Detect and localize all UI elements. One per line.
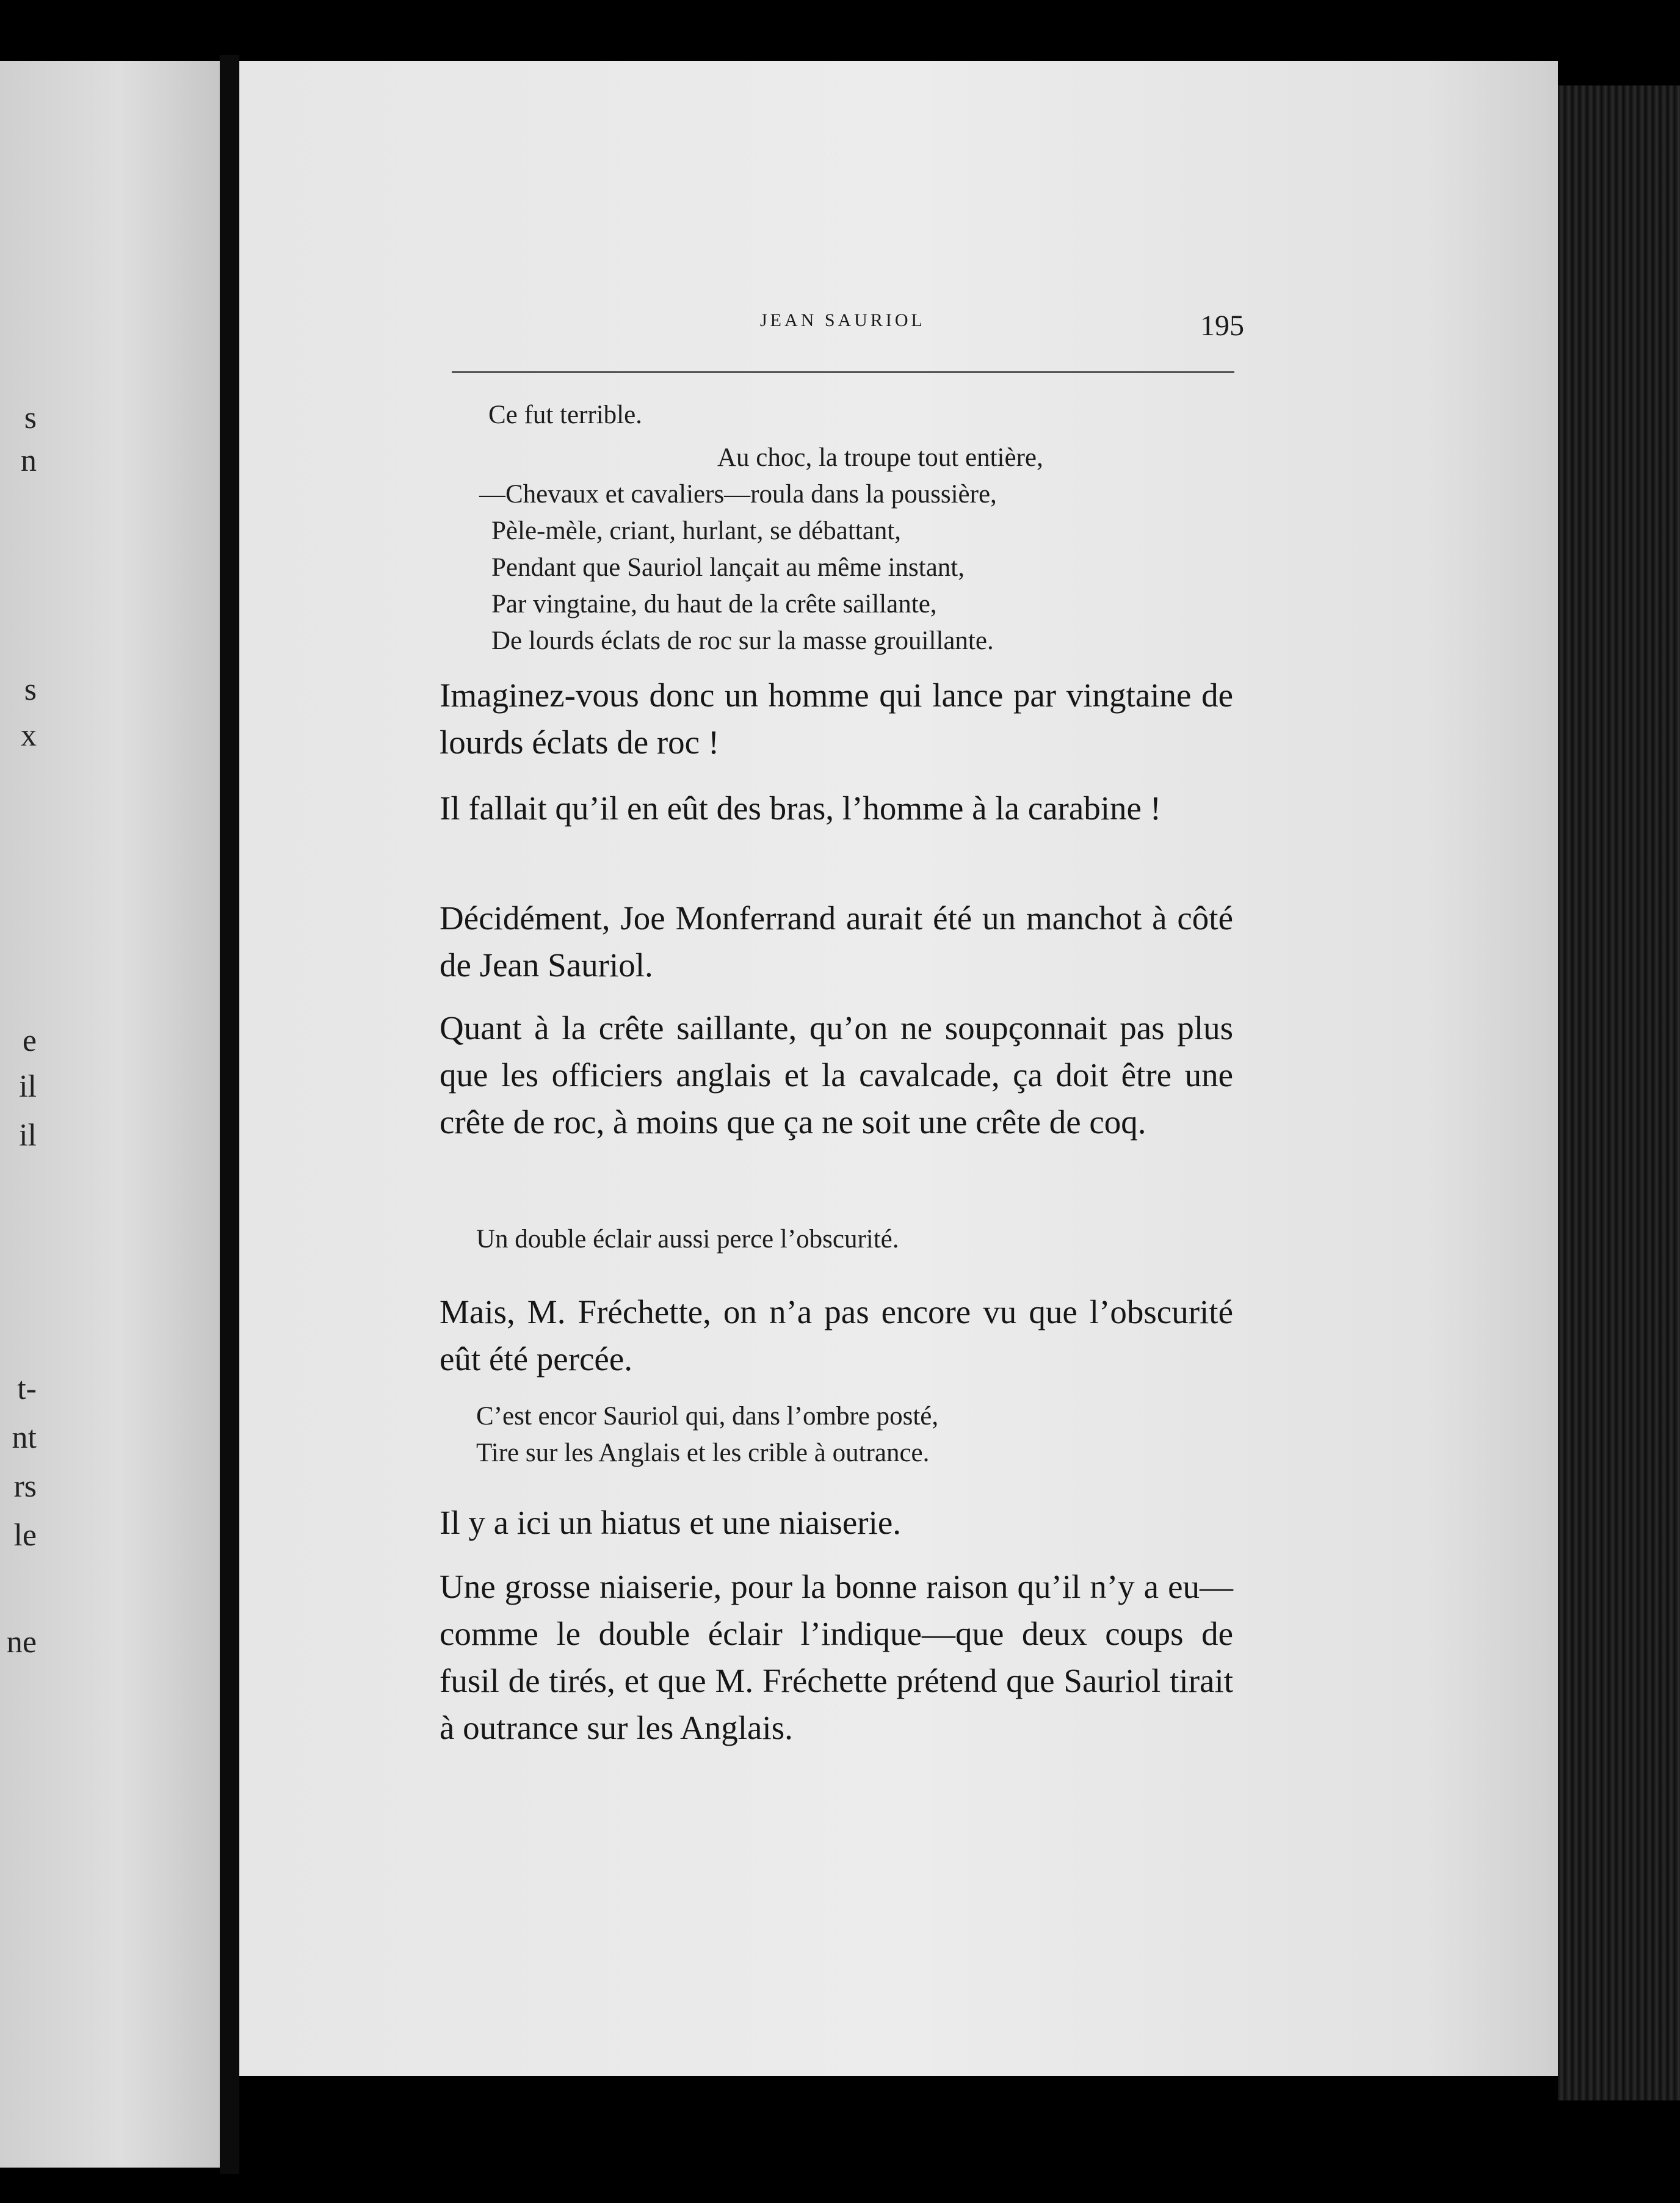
paragraph: Une grosse niaiserie, pour la bonne raison qu’il n’y a eu—comme le double éclair l’indique—que deux coups de fusil de tirés, et que M. Fréchette prétend que Sauriol tirait à outrance sur les Anglais. xyxy=(440,1568,1233,1746)
running-head: JEAN SAURIOL xyxy=(760,310,925,330)
verse-quote-1 xyxy=(488,397,642,434)
facing-page xyxy=(0,61,220,2168)
verse-quote-2: Un double éclair aussi perce l’obscurité. xyxy=(476,1225,899,1254)
book-gutter xyxy=(220,55,239,2174)
margin-fragment: nt xyxy=(12,1420,37,1455)
verse-line: Ce fut terrible. xyxy=(488,401,642,429)
verse-line: —Chevaux et cavaliers—roula dans la poussière, xyxy=(479,480,997,509)
paragraph: Décidément, Joe Monferrand aurait été un manchot à côté de Jean Sauriol. xyxy=(440,899,1233,984)
paragraph: Il fallait qu’il en eût des bras, l’homme à la carabine ! xyxy=(440,789,1162,827)
paragraph: Mais, M. Fréchette, on n’a pas encore vu que l’obscurité eût été percée. xyxy=(440,1293,1233,1377)
margin-fragment: s xyxy=(24,401,37,435)
verse-quote-1-body xyxy=(479,440,1043,659)
margin-fragment: le xyxy=(13,1518,37,1553)
paragraph: Il y a ici un hiatus et une niaiserie. xyxy=(440,1504,902,1541)
verse-line: Par vingtaine, du haut de la crête saillante, xyxy=(491,590,937,619)
verse-line: De lourds éclats de roc sur la masse grouillante. xyxy=(491,626,994,655)
margin-fragment: rs xyxy=(13,1469,37,1504)
margin-fragment: e xyxy=(22,1023,37,1058)
verse-line: C’est encor Sauriol qui, dans l’ombre posté, xyxy=(476,1402,939,1431)
verse-line: Au choc, la troupe tout entière, xyxy=(717,443,1043,472)
margin-fragment: il xyxy=(19,1069,37,1104)
page-number: 195 xyxy=(1200,310,1244,342)
margin-fragment: il xyxy=(19,1118,37,1153)
verse-line: Pendant que Sauriol lançait au même instant, xyxy=(491,553,965,582)
page-edges xyxy=(1558,85,1680,2100)
margin-fragment: ne xyxy=(6,1625,37,1660)
margin-fragment: n xyxy=(21,443,37,478)
verse-line: Pèle-mèle, criant, hurlant, se débattant, xyxy=(491,517,902,545)
paragraph: Quant à la crête saillante, qu’on ne soupçonnait pas plus que les officiers anglais et la cavalcade, ça doit être une crête de roc, à moins que ça ne soit une crête de coq. xyxy=(440,1009,1233,1141)
paragraph: Imaginez-vous donc un homme qui lance par vingtaine de lourds éclats de roc ! xyxy=(440,677,1233,761)
margin-fragment: x xyxy=(21,718,37,753)
verse-quote-3 xyxy=(476,1398,938,1472)
header-rule xyxy=(452,371,1234,373)
margin-fragment: s xyxy=(24,672,37,707)
margin-fragment: t- xyxy=(17,1371,37,1406)
verse-line: Tire sur les Anglais et les crible à outrance. xyxy=(476,1439,930,1467)
